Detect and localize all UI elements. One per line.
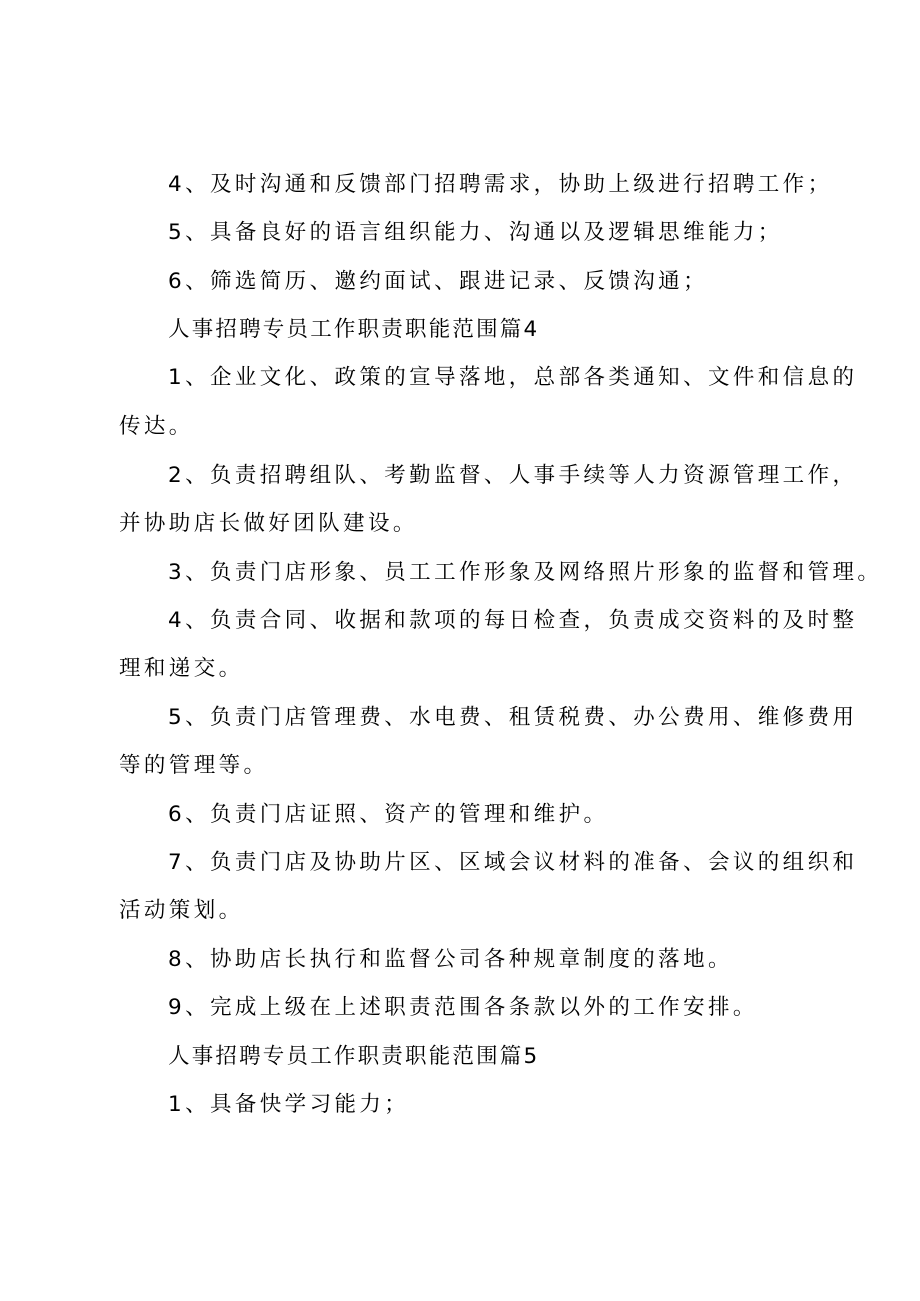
list-item: 9、完成上级在上述职责范围各条款以外的工作安排。 <box>168 995 758 1020</box>
list-item: 6、筛选简历、邀约面试、跟进记录、反馈沟通； <box>168 269 708 294</box>
list-item: 5、具备良好的语言组织能力、沟通以及逻辑思维能力； <box>168 220 783 245</box>
list-item-continuation: 等的管理等。 <box>119 753 269 778</box>
list-item: 8、协助店长执行和监督公司各种规章制度的落地。 <box>168 947 733 972</box>
section-heading: 人事招聘专员工作职责职能范围篇4 <box>168 317 540 342</box>
list-item: 2、负责招聘组队、考勤监督、人事手续等人力资源管理工作， <box>168 463 858 488</box>
list-item-continuation: 并协助店长做好团队建设。 <box>119 511 418 536</box>
list-item-continuation: 理和递交。 <box>119 656 244 681</box>
list-item: 6、负责门店证照、资产的管理和维护。 <box>168 802 609 827</box>
list-item: 5、负责门店管理费、水电费、租赁税费、办公费用、维修费用 <box>168 705 858 730</box>
list-item-continuation: 传达。 <box>119 414 194 439</box>
list-item: 4、及时沟通和反馈部门招聘需求，协助上级进行招聘工作； <box>168 172 833 197</box>
list-item: 1、企业文化、政策的宣导落地，总部各类通知、文件和信息的 <box>168 365 858 390</box>
list-item-continuation: 活动策划。 <box>119 898 244 923</box>
section-heading: 人事招聘专员工作职责职能范围篇5 <box>168 1044 540 1069</box>
list-item: 1、具备快学习能力； <box>168 1092 410 1117</box>
list-item: 3、负责门店形象、员工工作形象及网络照片形象的监督和管理。 <box>168 560 883 585</box>
list-item: 4、负责合同、收据和款项的每日检查，负责成交资料的及时整 <box>168 608 858 633</box>
list-item: 7、负责门店及协助片区、区域会议材料的准备、会议的组织和 <box>168 850 858 875</box>
